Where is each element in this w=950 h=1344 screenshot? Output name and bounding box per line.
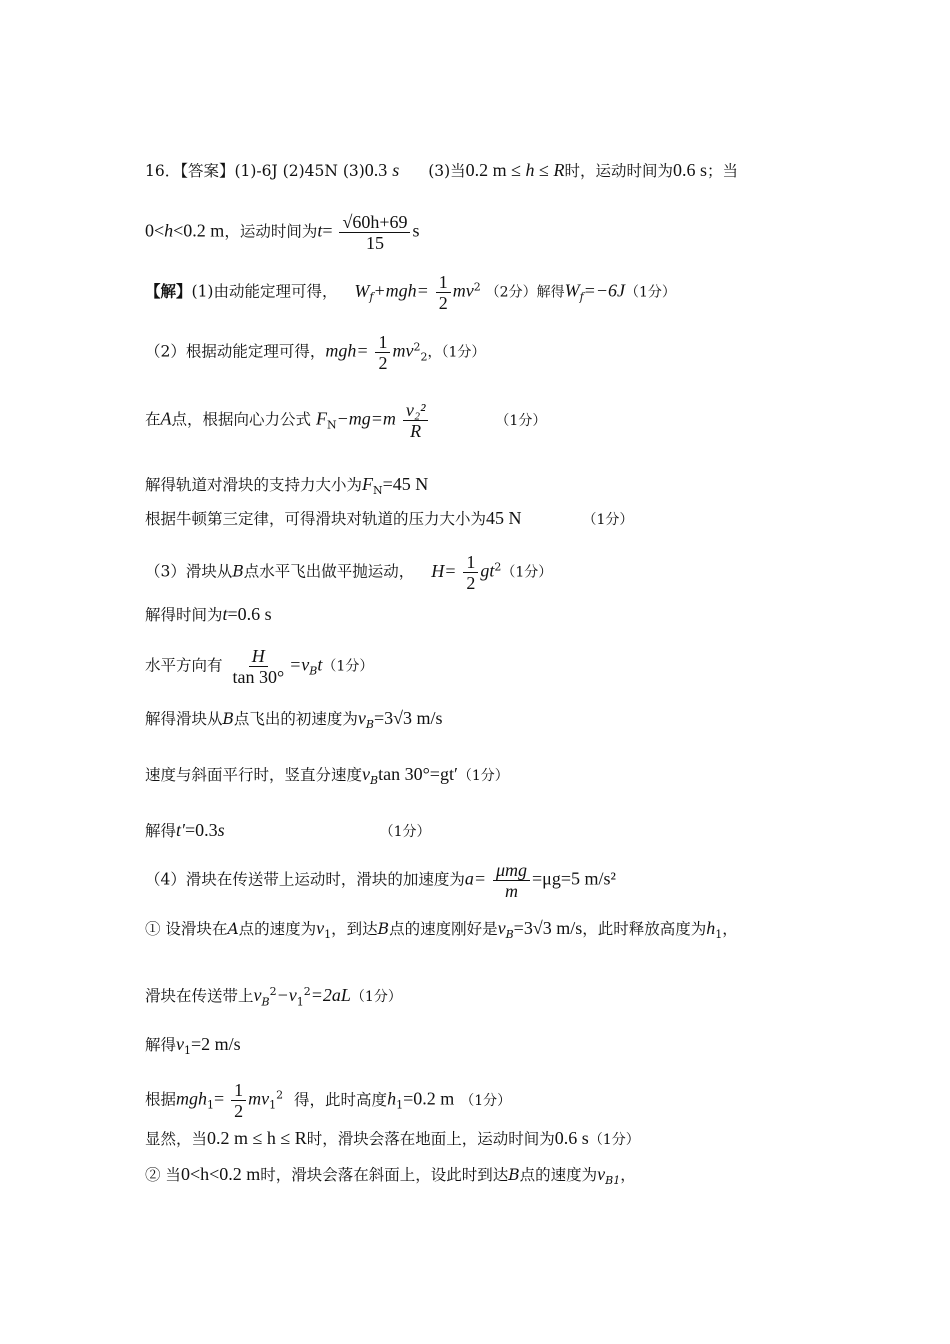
horizontal-equation: 水平方向有 $\frac{H}{\tan 30^\circ}$ $=v_Bt(1$分） bbox=[145, 646, 374, 687]
parallel-velocity: 速度与斜面平行时，竖直分速度$v_B\tan$ 30°=gt′（1分） bbox=[145, 764, 509, 788]
h-over-tan-fraction: $\frac{H}{\tan 30^\circ}$ bbox=[232, 646, 285, 687]
half-fraction-2: $\frac{1}{2}$ bbox=[375, 332, 390, 373]
newton-third-law: 根据牛顿第三定律，可得滑块对轨道的压力大小为45 N （1分） bbox=[145, 508, 634, 528]
conveyor-equation: 滑块在传送带上$v_B^2-v_1^2=2aL(1$分） bbox=[145, 985, 402, 1009]
projectile-motion: （3）滑块从B点水平飞出做平抛运动， H= $\frac{1}{2}$ $gt^2(1$分） bbox=[145, 552, 553, 593]
solution-1: 【解】(1)由动能定理可得， $W_f+mgh=$ $\frac{1}{2}$ $mv^2$ （2分）解得$W_f=-6J(1$分） bbox=[145, 272, 676, 313]
v2-over-R-fraction: $\frac{\text{v₂²}}{R}$ bbox=[403, 400, 429, 441]
time-result: 解得时间为t=0.6 s bbox=[145, 604, 272, 624]
solution-2: （2）根据动能定理可得，mgh= $\frac{1}{2}$ $mv^2_2$，（1分） bbox=[145, 332, 486, 373]
v1-result: 解得$v_1=2$ m/s bbox=[145, 1034, 241, 1058]
case-2-setup: ② 当0<h<0.2 m时，滑块会落在斜面上，设此时到达B点的速度为$v_{B1}$， bbox=[145, 1164, 636, 1188]
height-result: 根据mgh$_1$= $\frac{1}{2}$ $mv_1^2$ 得，此时高度$h_1=0.2$ m （1分） bbox=[145, 1080, 512, 1121]
half-fraction-3: $\frac{1}{2}$ bbox=[463, 552, 478, 593]
time-fraction: $\frac{√60h+69}{15}$ bbox=[339, 212, 410, 253]
support-force: 解得轨道对滑块的支持力大小为$F_N=45$ N bbox=[145, 474, 429, 498]
case-1-setup: ① 设滑块在A点的速度为$v_1$，到达B点的速度刚好是$v_B=3√3$ m/s，此时释放高度为$h_1$， bbox=[145, 918, 738, 942]
initial-velocity: 解得滑块从B点飞出的初速度为$v_B=3√3$ m/s bbox=[145, 708, 443, 732]
half-fraction: $\frac{1}{2}$ bbox=[436, 272, 451, 313]
case-1-conclusion: 显然，当0.2 m ≤ h ≤ R时，滑块会落在地面上，运动时间为0.6 s（1分） bbox=[145, 1128, 640, 1148]
mu-mg-over-m-fraction: $\frac{\text{μmg}}{m}$ bbox=[493, 860, 530, 901]
acceleration: （4）滑块在传送带上运动时，滑块的加速度为a= $\frac{\text{μmg}}{m}$ =μg=5 m/s² bbox=[145, 860, 616, 901]
solution-centripetal: 在A点，根据向心力公式 $F_N-mg=m$ $\frac{\text{v₂²}}{R}$ （1分） bbox=[145, 400, 547, 441]
answer-line: 16．【答案】(1)-6J (2)45N (3)0.3 s (3)当0.2 m ≤ h ≤ R时，运动时间为0.6 s；当 bbox=[145, 160, 738, 180]
answer-line-2: 0<h<0.2 m，运动时间为t= $\frac{√60h+69}{15}$ s bbox=[145, 212, 420, 253]
t-prime-result: 解得t′=0.3s （1分） bbox=[145, 820, 431, 840]
half-fraction-4: $\frac{1}{2}$ bbox=[231, 1080, 246, 1121]
